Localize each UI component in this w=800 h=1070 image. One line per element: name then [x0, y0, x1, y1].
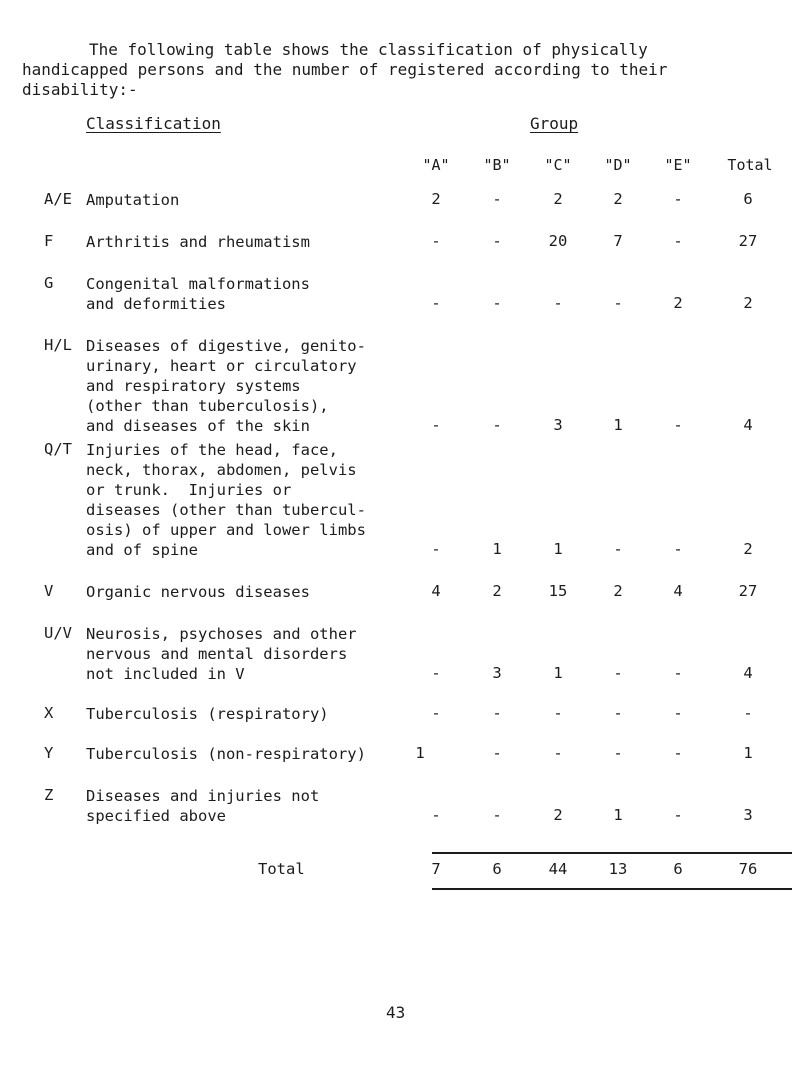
total-e: 6 [673, 860, 683, 878]
cell-a: - [431, 806, 441, 824]
cell-a: - [431, 704, 441, 722]
cell-total: 6 [743, 190, 753, 208]
cell-d: 2 [613, 582, 623, 600]
cell-e: 4 [673, 582, 683, 600]
row-code: G [44, 274, 54, 292]
column-header-c: "C" [544, 156, 572, 174]
row-description: Neurosis, psychoses and other nervous and mental disorders not included in V [86, 625, 357, 683]
intro-paragraph [22, 40, 782, 100]
cell-e: - [673, 744, 683, 762]
cell-e: - [673, 232, 683, 250]
column-header-d: "D" [604, 156, 632, 174]
cell-c: 1 [553, 540, 563, 558]
total-b: 6 [492, 860, 502, 878]
cell-total: 4 [743, 416, 753, 434]
cell-d: - [613, 744, 623, 762]
cell-c: 1 [553, 664, 563, 682]
row-code: A/E [44, 190, 72, 208]
cell-d: - [613, 704, 623, 722]
cell-e: - [673, 190, 683, 208]
row-description: Arthritis and rheumatism [86, 233, 310, 251]
cell-b: - [492, 806, 502, 824]
cell-c: - [553, 744, 563, 762]
cell-total: 3 [743, 806, 753, 824]
row-description: Amputation [86, 191, 180, 209]
cell-b: - [492, 744, 502, 762]
cell-c: 15 [548, 582, 568, 600]
row-code: H/L [44, 336, 72, 354]
cell-d: 1 [613, 806, 623, 824]
column-header-total: Total [727, 156, 773, 174]
cell-a: 4 [431, 582, 441, 600]
row-description: Diseases and injuries not specified above [86, 787, 320, 825]
cell-c: - [553, 704, 563, 722]
cell-a: - [431, 232, 441, 250]
cell-c: 3 [553, 416, 563, 434]
cell-a: - [431, 416, 441, 434]
row-code: Y [44, 744, 54, 762]
cell-b: 1 [492, 540, 502, 558]
cell-c: - [553, 294, 563, 312]
cell-d: 7 [613, 232, 623, 250]
cell-b: - [492, 704, 502, 722]
total-rule-top [432, 852, 792, 854]
cell-c: 2 [553, 190, 563, 208]
cell-a: - [431, 294, 441, 312]
row-description: Tuberculosis (non-respiratory) [86, 745, 366, 763]
row-code: V [44, 582, 54, 600]
page-number: 43 [386, 1003, 406, 1022]
row-code: F [44, 232, 54, 250]
row-description: Diseases of digestive, genito- urinary, heart or circulatory and respiratory systems (other than tuberculosis), and diseases of the skin [86, 337, 366, 435]
row-description: Organic nervous diseases [86, 583, 310, 601]
cell-e: - [673, 704, 683, 722]
cell-e: 2 [673, 294, 683, 312]
cell-total: 1 [743, 744, 753, 762]
row-code: X [44, 704, 54, 722]
cell-b: - [492, 190, 502, 208]
intro-line-1: The following table shows the classification of physically [89, 40, 648, 59]
total-rule-bottom [432, 888, 792, 890]
cell-d: - [613, 540, 623, 558]
cell-d: 1 [613, 416, 623, 434]
cell-b: - [492, 294, 502, 312]
cell-d: - [613, 294, 623, 312]
cell-b: - [492, 232, 502, 250]
total-a: 7 [431, 860, 441, 878]
cell-total: 27 [738, 582, 758, 600]
cell-e: - [673, 806, 683, 824]
cell-b: - [492, 416, 502, 434]
cell-total: - [743, 704, 753, 722]
cell-total: 4 [743, 664, 753, 682]
cell-total: 2 [743, 540, 753, 558]
cell-b: 2 [492, 582, 502, 600]
cell-total: 27 [738, 232, 758, 250]
cell-e: - [673, 664, 683, 682]
row-description: Congenital malformations and deformities [86, 275, 310, 313]
cell-d: 2 [613, 190, 623, 208]
column-header-e: "E" [664, 156, 692, 174]
cell-e: - [673, 540, 683, 558]
total-d: 13 [608, 860, 628, 878]
cell-a: 1 [415, 744, 425, 762]
cell-a: - [431, 540, 441, 558]
cell-a: - [431, 664, 441, 682]
column-header-b: "B" [483, 156, 511, 174]
intro-line-2: handicapped persons and the number of registered according to their [22, 60, 668, 79]
group-heading: Group [530, 114, 579, 133]
cell-b: 3 [492, 664, 502, 682]
row-description: Injuries of the head, face, neck, thorax, abdomen, pelvis or trunk. Injuries or diseases (other than tubercul- osis) of upper and lower limbs and of spine [86, 441, 366, 559]
intro-line-3: disability:- [22, 80, 138, 99]
classification-heading: Classification [86, 114, 221, 133]
cell-d: - [613, 664, 623, 682]
cell-c: 2 [553, 806, 563, 824]
cell-e: - [673, 416, 683, 434]
row-code: U/V [44, 624, 72, 642]
cell-a: 2 [431, 190, 441, 208]
total-c: 44 [548, 860, 568, 878]
total-label: Total [258, 860, 305, 878]
column-header-a: "A" [422, 156, 450, 174]
cell-total: 2 [743, 294, 753, 312]
row-code: Q/T [44, 440, 72, 458]
row-description: Tuberculosis (respiratory) [86, 705, 329, 723]
cell-c: 20 [548, 232, 568, 250]
row-code: Z [44, 786, 54, 804]
total-grand: 76 [738, 860, 758, 878]
